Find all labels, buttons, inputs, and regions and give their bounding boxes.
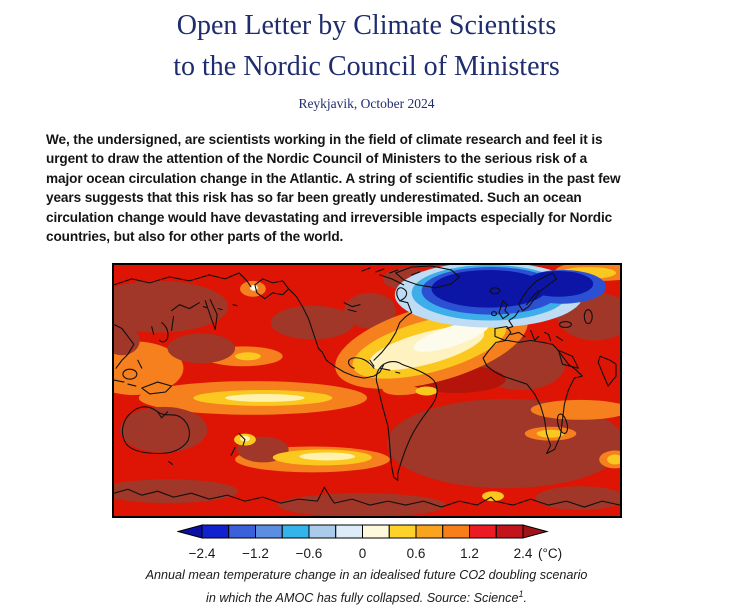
caption-line2-period: . — [523, 590, 527, 605]
colorbar-tick: −2.4 — [188, 546, 216, 561]
dateline: Reykjavik, October 2024 — [298, 96, 435, 111]
letter-title-line1: Open Letter by Climate Scientists — [176, 10, 557, 41]
caption-line2 — [0, 585, 733, 608]
footnote-reference: 1 — [518, 588, 524, 599]
letter-paragraph — [46, 130, 716, 246]
colorbar-tick: 1.2 — [460, 546, 479, 561]
colorbar-tick: −1.2 — [242, 546, 269, 561]
world-map-figure — [114, 265, 620, 516]
paragraph-line: major ocean circulation change in the Atlantic. A string of scientific studies in the past few — [46, 170, 621, 186]
colorbar — [177, 524, 563, 563]
colorbar-tick: 2.4 — [513, 546, 533, 561]
paragraph-line: circulation change would have devastating and irreversible impacts especially for Nordic — [46, 209, 613, 225]
page-title — [0, 5, 733, 87]
caption-line2-text: in which the AMOC has fully collapsed. Source: Science — [206, 590, 519, 605]
colorbar-tick: 0 — [358, 546, 367, 561]
letter-title-line2: to the Nordic Council of Ministers — [173, 51, 560, 82]
caption-line1: Annual mean temperature change in an idealised future CO2 doubling scenario — [145, 568, 588, 582]
colorbar-scale — [177, 524, 550, 540]
temperature-anomaly-map — [112, 263, 622, 518]
colorbar-tick: 0.6 — [406, 546, 426, 561]
paragraph-line: urgent to draw the attention of the Nordic Council of Ministers to the serious risk of a — [46, 151, 588, 167]
paragraph-line: countries, but also for other parts of the world. — [46, 229, 344, 245]
figure-caption — [0, 566, 733, 607]
colorbar-tick: −0.6 — [295, 546, 323, 561]
paragraph-line: years suggests that this risk has so far been greatly underestimated. Such an ocean — [46, 190, 582, 206]
colorbar-unit-label: (°C) — [538, 546, 563, 561]
colorbar-ticks — [188, 545, 563, 563]
paragraph-line: We, the undersigned, are scientists working in the field of climate research and feel it is — [46, 132, 603, 147]
